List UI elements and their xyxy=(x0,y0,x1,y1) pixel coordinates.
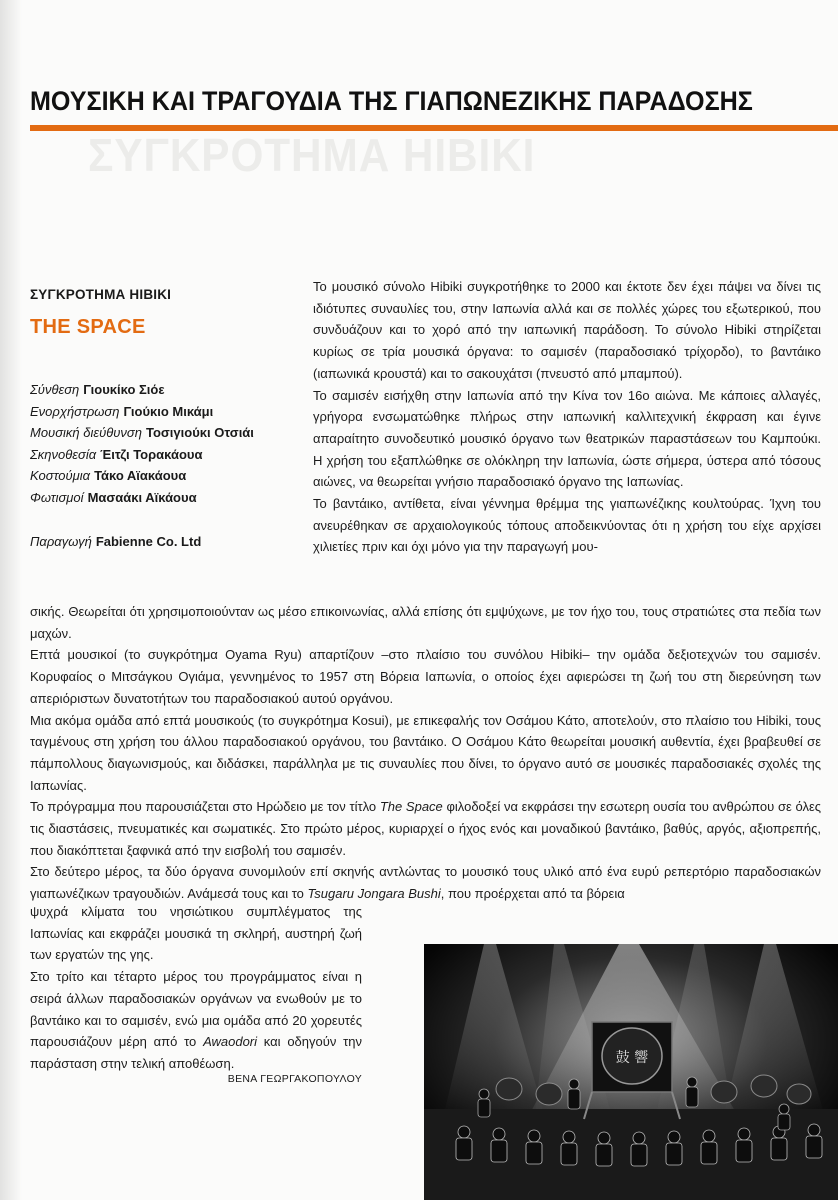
credit-row xyxy=(30,465,290,487)
program-title-italic: The Space xyxy=(379,799,443,815)
paragraph-second-part xyxy=(30,861,821,904)
credit-name: Γιούκιο Μικάμι xyxy=(123,403,214,419)
credit-row xyxy=(30,379,290,401)
article-left-column xyxy=(30,901,362,1075)
credit-name: Μασαάκι Αϊκάουα xyxy=(87,489,197,505)
paragraph-intro: Το μουσικό σύνολο Hibiki συγκροτήθηκε το 2000 και έκτοτε δεν έχει πάψει να δίνει τις ιδιότυπες συναυλίες του, στην Ιαπωνία αλλά και σε πολλές χώρες του εξωτερικού, που συνδυάζουν και το χορό από την ιαπωνική παράδοση. Το σύνολο Hibiki στηρίζεται κυρίως σε τρία μουσικά όργανα: το σαμισέν (παραδοσιακό τρίχορδο), το βαντάικο (ιαπωνικά κρουστά) και το σακουχάτσι (πνευστό από μπαμπού). xyxy=(313,279,821,381)
credit-name: Τοσιγιούκι Οτσιάι xyxy=(146,425,254,441)
paragraph-wadaiko: Το βαντάικο, αντίθετα, είναι γέννημα θρέμμα της γιαπωνέζικης κουλτούρας. Ίχνη του ανευρέθηκαν σε αρχαιολογικούς τόπους αποδεικνύοντας ότι η χρήση του είχε αρχίσει χιλιετίες πριν και όχι μόνο για την παραγωγή μου- xyxy=(313,496,821,555)
production-credit xyxy=(30,531,290,553)
credit-role: Φωτισμοί xyxy=(30,489,84,505)
paragraph-wadaiko-continuation: σικής. Θεωρείται ότι χρησιμοποιούνταν ως μέσο επικοινωνίας, αλλά επίσης ότι εμψύχωνε, με τον ήχο του, τους στρατιώτες στα πεδία των μαχών. xyxy=(30,604,821,641)
second-part-text-start: Στο δεύτερο μέρος, τα δύο όργανα συνομιλούν επί σκηνής αντλώντας το μουσικό τους υλικό από ένα ευρύ ρεπερτόριο παραδοσιακών γιαπωνέζικων τραγουδιών. Ανάμεσά τους και το xyxy=(30,864,821,902)
paragraph-program xyxy=(30,796,821,861)
show-title: THE SPACE xyxy=(30,316,146,338)
paragraph-third-part xyxy=(30,966,362,1075)
dance-title-italic: Awaodori xyxy=(203,1034,258,1050)
credit-row xyxy=(30,487,290,509)
credit-role: Μουσική διεύθυνση xyxy=(30,425,142,441)
ensemble-name: ΣΥΓΚΡΟΤΗΜΑ HIBIKI xyxy=(30,287,172,302)
program-text-end: φιλοδοξεί να εκφράσει την εσωτερη ουσία του ανθρώπου σε όλες τις διαστάσεις, πνευματικές και σωματικές. Στο πρώτο μέρος, κυριαρχεί ο ήχος ενός και μοναδικού βαντάικο, βαθύς, αργός, αξιοπρεπής, που διακόπτεται ξαφνικά από την εισβολή του σαμισέν. xyxy=(30,799,822,858)
credit-name: Γιουκίκο Σιόε xyxy=(83,382,165,397)
credit-role: Ενορχήστρωση xyxy=(30,403,120,419)
paragraph-kosui: Μια ακόμα ομάδα από επτά μουσικούς (το συγκρότημα Kosui), με επικεφαλής τον Οσάμου Κάτο, αποτελούν, στο πλαίσιο του Hibiki, τους ταγμένους στη χρήση του άλλου παραδοσιακού οργάνου, του βαντάικο. Ο Οσάμου Κάτο θεωρείται μουσική αυθεντία, έχει βραβευθεί σε πάμπολλους διαγωνισμούς, και διδάσκει, παράλληλα με τις συναυλίες που δίνει, το όργανο αυτό σε μουσικές παραδοσιακές σχολές της Ιαπωνίας. xyxy=(30,712,821,793)
credit-role: Σύνθεση xyxy=(30,382,80,397)
credit-row xyxy=(30,444,290,466)
paragraph-shamisen: Το σαμισέν εισήχθη στην Ιαπωνία από την Κίνα τον 16ο αιώνα. Με κάποιες αλλαγές, γρήγορα ενσωματώθηκε πλήρως στην ιαπωνική καλλιτεχνική έκφραση και έγινε απαραίτητο συνοδευτικό μουσικό όργανο των θεατρικών παραστάσεων του Καμπούκι. Η χρήση του εξαπλώθηκε σε ολόκληρη την Ιαπωνία, ώστε σήμερα, ύστερα από τόσους αιώνες, να θεωρείται γνήσιο παραδοσιακό όργανο της Ιαπωνίας. xyxy=(313,387,821,490)
credits-block xyxy=(30,287,290,552)
credit-role: Σκηνοθεσία xyxy=(30,446,97,462)
song-title-italic: Tsugaru Jongara Bushi xyxy=(307,886,441,902)
credit-name: Έιτζι Τορακάουα xyxy=(100,446,203,462)
credit-role: Παραγωγή xyxy=(30,533,92,549)
paragraph-oyama-ryu: Επτά μουσικοί (το συγκρότημα Oyama Ryu) απαρτίζουν –στο πλαίσιο του συνόλου Hibiki– την ομάδα δεξιοτεχνών του σαμισέν. Κορυφαίος ο Μιτσάγκου Ογιάμα, γεννημένος το 1957 στη Βόρεια Ιαπωνία, ο οποίος έχει αφιερώσει τη ζωή του στη διερεύνηση των απεριόριστων δυνατοτήτων του παραδοσιακού αυτού οργάνου. xyxy=(30,647,821,706)
performance-photo xyxy=(424,944,838,1200)
credit-name: Τάκο Αϊακάουα xyxy=(94,468,187,484)
article-full-width xyxy=(30,601,821,905)
article-right-column xyxy=(313,276,821,558)
credit-row xyxy=(30,422,290,444)
author-byline: ΒΕΝΑ ΓΕΩΡΓΑΚΟΠΟΥΛΟΥ xyxy=(227,1073,362,1085)
credit-row xyxy=(30,401,290,423)
program-text-start: Το πρόγραμμα που παρουσιάζεται στο Ηρώδειο με τον τίτλο xyxy=(30,799,380,815)
credit-name: Fabienne Co. Ltd xyxy=(95,533,202,549)
third-part-text-end: και οδηγούν την παράσταση στην τελική αποθέωση. xyxy=(30,1034,362,1071)
third-part-text-start: Στο τρίτο και τέταρτο μέρος του προγράμματος είναι η σειρά άλλων παραδοσιακών οργάνων να ενωθούν με το βαντάικο και το σαμισέν, ενώ μια ομάδα από 20 χορευτές παρουσιάζουν μέρη από το xyxy=(30,969,362,1050)
drum-lettering: 鼓 響 xyxy=(615,1050,649,1066)
second-part-text-end: , που προέρχεται από τα βόρεια xyxy=(440,886,625,902)
performance-photo-svg xyxy=(424,944,838,1200)
credit-list xyxy=(30,379,290,552)
paragraph-second-part-continuation: ψυχρά κλίματα του νησιώτικου συμπλέγματος της Ιαπωνίας και εκφράζει μουσικά τη σκληρή, αυστηρή ζωή των εργατών της γης. xyxy=(30,904,362,963)
ghost-title: ΣΥΓΚΡΟΤΗΜΑ HIBIKI xyxy=(88,129,536,181)
page-fold-shadow xyxy=(0,0,22,1200)
page-title: ΜΟΥΣΙΚΗ ΚΑΙ ΤΡΑΓΟΥΔΙΑ ΤΗΣ ΓΙΑΠΩΝΕΖΙΚΗΣ ΠΑΡΑΔΟΣΗΣ xyxy=(30,86,753,116)
credit-role: Κοστούμια xyxy=(30,468,91,484)
